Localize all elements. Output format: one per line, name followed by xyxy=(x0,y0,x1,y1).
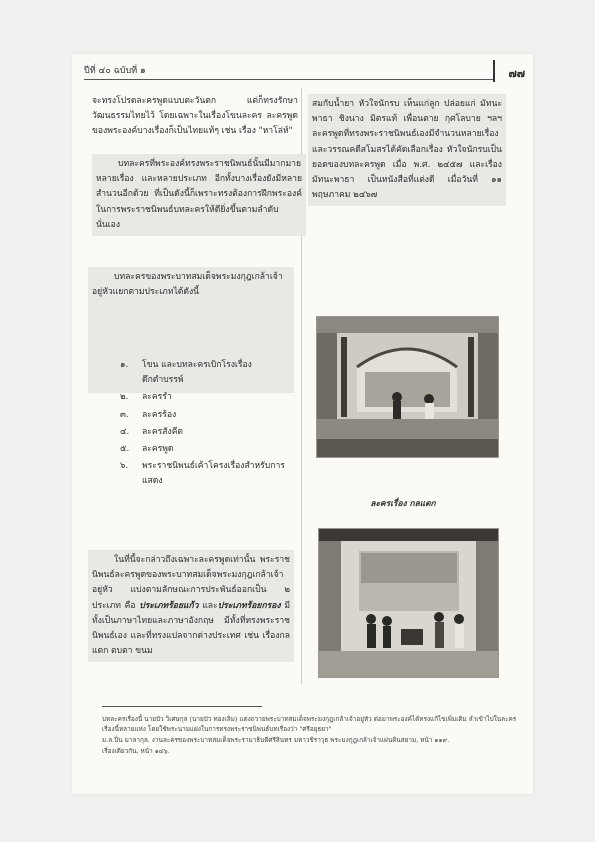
footnote-1: บทละครเรื่องนี้ นายบัว วิเศษกุล (นายบัว ทองเลิม) แต่งถวายพระบาทสมเด็จพระมงกุฎเกล้าเจ้าอยู่หัว ต่อมาพระองค์ได้ทรงแก้ไขเพิ่มเติม ลำเข้าไปในละครเรื่องนี้หลายแห่ง โดยใช้พระนามแฝงในการทรงพระราชนิพนธ์บทเรื่องว่า "ศรีอยุธยา" xyxy=(102,715,517,733)
issue-label: ปีที่ ๔๐ ฉบับที่ ๑ xyxy=(84,66,146,76)
page-header xyxy=(84,60,533,82)
paragraph-1: จะทรงโปรดละครพูดแบบตะวันตก แต่ก็ทรงรักษาวัฒนธรรมไทยไว้ โดยเฉพาะในเรื่องโขนละคร ละครพูดของพระองค์บางเรื่องก็เป็นไทยแท้ๆ เช่น เรื่อง "หาโล่ห์" xyxy=(92,96,298,137)
paragraph-3: บทละครของพระบาทสมเด็จพระมงกุฎเกล้าเจ้าอยู่หัวแยกตามประเภทได้ดังนี้ xyxy=(92,272,283,298)
paragraph-5: สมกับน้ำยา หัวใจนักรบ เห็นแก่ลูก ปล่อยแก่ มัทนะพาธา ชิงนาง มิตรแท้ เพื่อนตาย กุศโลบาย ฯลฯ ละครพูดที่ทรงพระราชนิพนธ์เองมีจำนวนหลายเรื่องและวรรณคดีสโมสรได้คัดเลือกเรื่อง หัวใจนักรบเป็นยอดของบทละครพูด เมื่อ พ.ศ. ๒๔๕๗ และเรื่องมัทนะพาธา เป็นหนังสือที่แต่งดี เมื่อวันที่ ๑๑ พฤษภาคม ๒๔๖๗ xyxy=(308,94,506,206)
paragraph-4: ในที่นี้จะกล่าวถึงเฉพาะละครพูดเท่านั้น พระราชนิพนธ์ละครพูดของพระบาทสมเด็จพระมงกุฎเกล้าเจ้าอยู่หัว แบ่งตามลักษณะการประพันธ์ออกเป็น ๒ ประเภท คือ ประเภทร้อยแก้ว และประเภทร้อยกรอง มีทั้งเป็นภาษาไทยและภาษาอังกฤษ มีทั้งที่ทรงพระราชนิพนธ์เอง และที่ทรงแปลจากต่างประเทศ เช่น เรื่องกลแตก ตบตา ขนม xyxy=(92,555,290,657)
right-column xyxy=(308,94,502,704)
list-item: ๒. ละครรำ xyxy=(120,392,172,403)
list-item: ๖. พระราชนิพนธ์เค้าโครงเรื่องสำหรับการแสดง xyxy=(120,461,285,487)
footnote-2: ม.ล.ปิ่น มาลากุล. งานละครของพระบาทสมเด็จพระรามาธิบดีศรีสินทร มหาวชิราวุธ พระมงกุฎเกล้าเจ้าแผ่นดินสยาม, หน้า ๑๑๙. xyxy=(102,736,450,744)
category-list xyxy=(120,358,290,492)
paragraph-4-box xyxy=(88,550,294,662)
footnote-3: เรื่องเดียวกัน, หน้า ๑๔๖. xyxy=(102,747,170,755)
emphasis-prose: ประเภทร้อยแก้ว xyxy=(139,600,199,611)
emphasis-verse: ประเภทร้อยกรอง xyxy=(217,600,281,611)
list-item: ๕. ละครพูด xyxy=(120,444,174,455)
list-item: ๔. ละครสังคีต xyxy=(120,426,184,437)
page-number: ๗๗ xyxy=(508,67,525,80)
stage-photo-1 xyxy=(316,316,499,458)
header-bar xyxy=(493,60,495,82)
stage-photo-2 xyxy=(318,528,499,678)
paragraph-2: บทละครที่พระองค์ทรงพระราชนิพนธ์นั้นมีมากมายหลายเรื่อง และหลายประเภท อีกทั้งบางเรื่องยังมีหลายสำนวนอีกด้วย ที่เป็นดังนี้ก็เพราะทรงต้องการฝึกพระองค์ในการพระราชนิพนธ์บทละครให้ดียิ่งขึ้นตามลำดับนั่นเอง xyxy=(92,154,306,236)
left-column xyxy=(92,94,302,704)
list-item: ๓. ละครร้อง xyxy=(120,409,177,420)
header-rule xyxy=(84,79,495,80)
photo-caption: ละครเรื่อง กลแตก xyxy=(370,498,436,508)
document-page xyxy=(72,54,533,794)
list-item: ๑. โขน และบทละครเบิกโรงเรื่องดึกดำบรรพ์ xyxy=(120,360,252,386)
footnote-rule xyxy=(102,706,262,707)
footnotes xyxy=(102,714,517,757)
